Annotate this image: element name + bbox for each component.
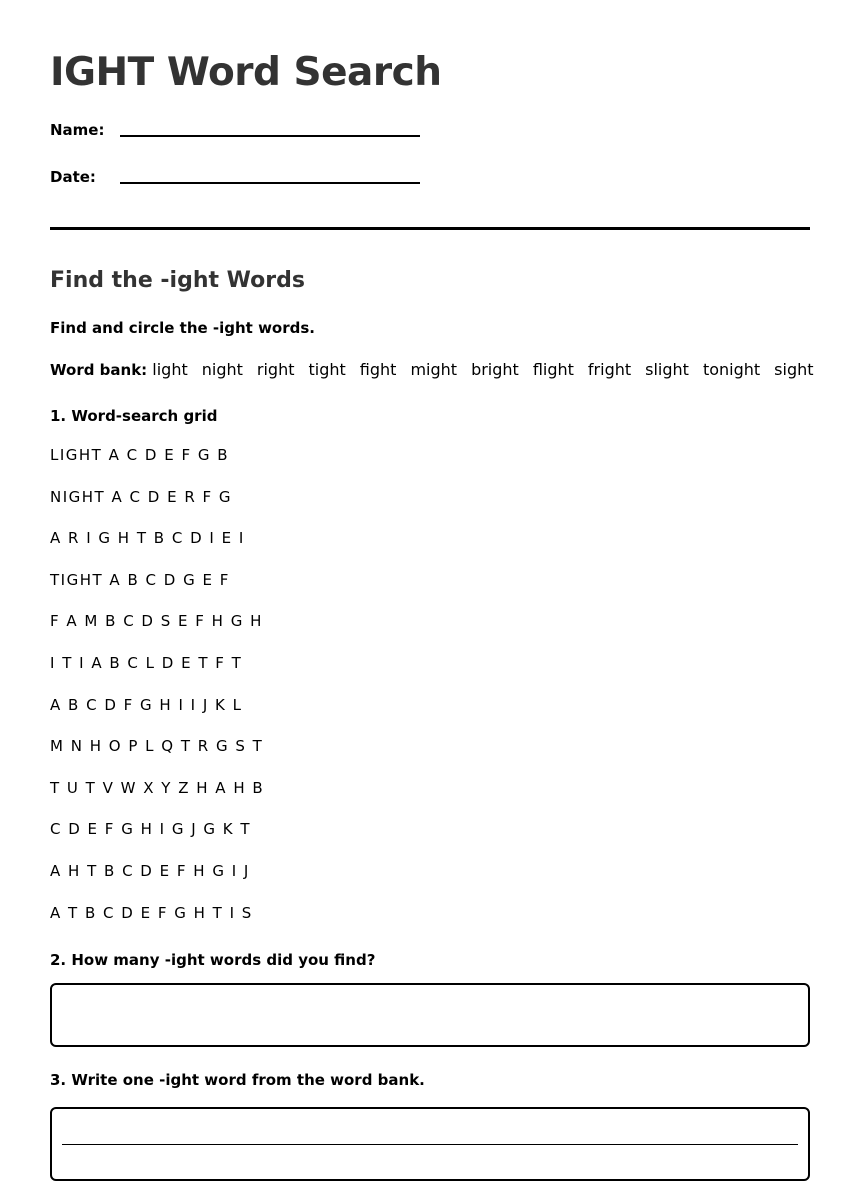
question-3-answer-line [62,1144,798,1145]
word-bank-word: tonight [702,360,761,379]
section-title: Find the -ight Words [50,268,305,293]
word-bank-word: fright [587,360,632,379]
grid-row: NIGHT A C D E R F G [50,488,233,506]
date-line[interactable] [120,182,420,184]
word-bank-word: sight [774,360,814,379]
grid-row: LIGHT A C D E F G B [50,446,230,464]
word-bank-word: fight [359,360,397,379]
question-3-answer-box[interactable] [50,1107,810,1181]
question-1-label: 1. Word-search grid [50,407,218,425]
grid-row: M N H O P L Q T R G S T [50,737,264,755]
name-label: Name: [50,121,105,139]
grid-row: A H T B C D E F H G I J [50,862,250,880]
grid-row: TIGHT A B C D G E F [50,571,230,589]
grid-row: A R I G H T B C D I E I [50,529,245,547]
grid-row: F A M B C D S E F H G H [50,612,263,630]
question-2-answer-box[interactable] [50,983,810,1047]
question-2-label: 2. How many -ight words did you find? [50,951,376,969]
word-bank-list [152,360,827,379]
question-3-label: 3. Write one -ight word from the word bank. [50,1071,425,1089]
instruction-text: Find and circle the -ight words. [50,319,315,337]
grid-row: A B C D F G H I I J K L [50,696,243,714]
word-bank-word: right [256,360,295,379]
grid-row: A T B C D E F G H T I S [50,904,253,922]
word-bank-word: slight [645,360,689,379]
grid-row: T U T V W X Y Z H A H B [50,779,265,797]
word-bank-label: Word bank: [50,361,148,379]
header-divider [50,227,810,230]
word-bank [50,360,828,379]
word-bank-word: bright [471,360,519,379]
word-bank-word: might [410,360,458,379]
word-bank-word: flight [532,360,574,379]
word-bank-word: light [152,360,188,379]
grid-row: I T I A B C L D E T F T [50,654,243,672]
name-line[interactable] [120,135,420,137]
grid-row: C D E F G H I G J G K T [50,820,252,838]
date-label: Date: [50,168,96,186]
page-title: IGHT Word Search [50,50,442,95]
word-bank-word: night [201,360,243,379]
word-bank-word: tight [308,360,346,379]
